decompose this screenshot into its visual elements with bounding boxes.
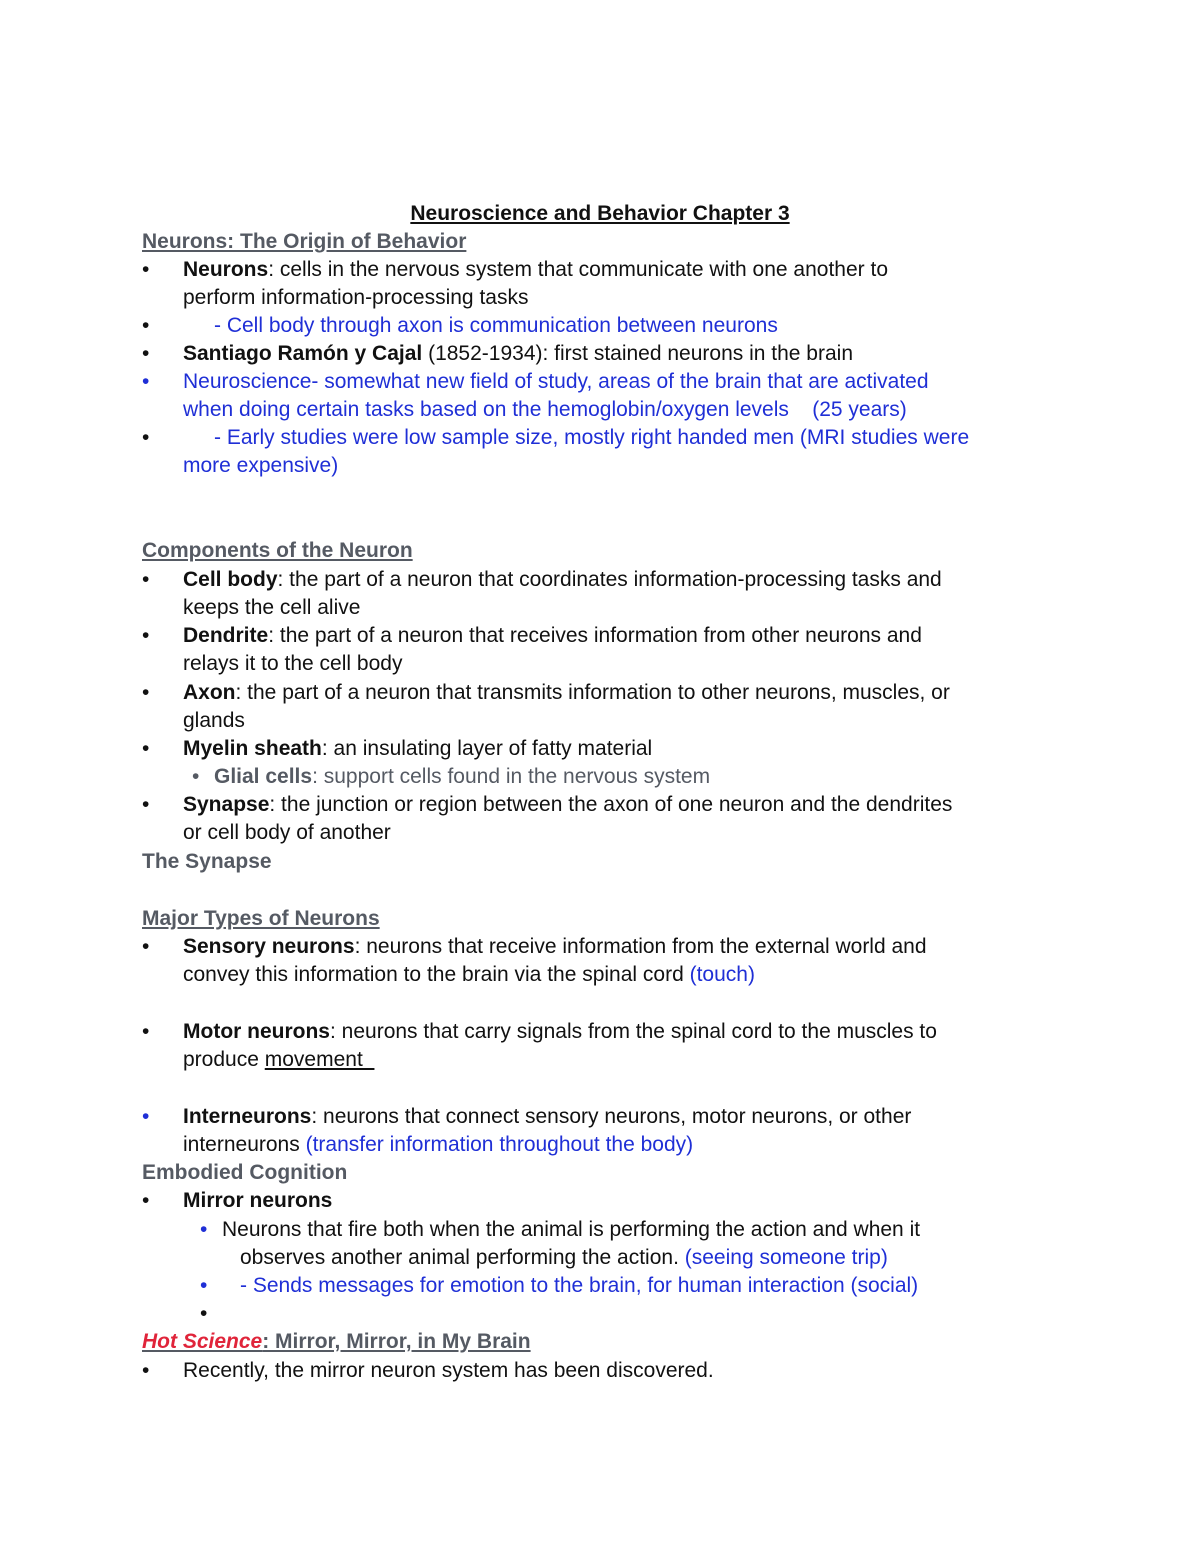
interneurons-definition-cont — [183, 1131, 693, 1159]
axon-definition — [183, 679, 950, 707]
mirror-definition: Neurons that fire both when the animal is performing the action and when it — [222, 1218, 921, 1241]
definition-text: : the junction or region between the axon of one neuron and the dendrites — [269, 793, 953, 816]
myelin-definition — [183, 735, 652, 763]
bullet-icon: • — [142, 258, 150, 281]
bullet-icon: • — [142, 426, 150, 449]
term-dendrite: Dendrite — [183, 624, 269, 647]
definition-text: : cells in the nervous system that communicate with one another to — [268, 258, 888, 281]
synapse-definition-cont: or cell body of another — [183, 821, 391, 844]
term-interneurons: Interneurons — [183, 1105, 312, 1128]
bullet-icon: • — [142, 1105, 150, 1128]
definition-text: interneurons — [183, 1133, 306, 1156]
bullet-icon: • — [200, 1302, 208, 1325]
bullet-icon: • — [142, 1359, 150, 1382]
axon-definition-cont: glands — [183, 709, 245, 732]
note-neuroscience: Neuroscience- somewhat new field of study, areas of the brain that are activated — [183, 370, 929, 393]
section-heading-embodied-cognition: Embodied Cognition — [142, 1161, 348, 1184]
definition-text: : neurons that connect sensory neurons, motor neurons, or other — [311, 1105, 912, 1128]
neurons-definition-cont: perform information-processing tasks — [183, 286, 529, 309]
sensory-definition-cont — [183, 961, 755, 989]
page-title: Neuroscience and Behavior Chapter 3 — [410, 202, 790, 225]
bullet-icon: • — [142, 370, 150, 393]
term-mirror-neurons: Mirror neurons — [183, 1189, 333, 1212]
heading-text: : Mirror, Mirror, in My Brain — [262, 1330, 531, 1353]
note-touch: (touch) — [689, 963, 755, 986]
definition-text: : an insulating layer of fatty material — [321, 737, 653, 760]
dendrite-definition — [183, 622, 922, 650]
term-myelin-sheath: Myelin sheath — [183, 737, 322, 760]
definition-text: observes another animal performing the action. — [240, 1246, 685, 1269]
bullet-icon: • — [192, 765, 200, 788]
bullet-icon: • — [142, 737, 150, 760]
definition-text: produce — [183, 1048, 265, 1071]
definition-text: (1852-1934): first stained neurons in the brain — [428, 342, 853, 365]
neurons-definition — [183, 256, 888, 284]
note-seeing-someone-trip: (seeing someone trip) — [684, 1246, 888, 1269]
interneurons-definition — [183, 1103, 911, 1131]
bullet-icon: • — [142, 935, 150, 958]
note-early-studies-cont: more expensive) — [183, 454, 339, 477]
section-heading-neurons: Neurons: The Origin of Behavior — [142, 230, 467, 253]
motor-definition — [183, 1018, 937, 1046]
note-sends-messages: - Sends messages for emotion to the brain, for human interaction (social) — [240, 1274, 919, 1297]
term-cajal: Santiago Ramón y Cajal — [183, 342, 423, 365]
sensory-definition — [183, 933, 927, 961]
definition-text: convey this information to the brain via the spinal cord — [183, 963, 690, 986]
bullet-icon: • — [142, 1020, 150, 1043]
term-motor-neurons: Motor neurons — [183, 1020, 330, 1043]
section-heading-types: Major Types of Neurons — [142, 907, 380, 930]
section-heading-hot-science — [142, 1328, 531, 1356]
note-early-studies: - Early studies were low sample size, mostly right handed men (MRI studies were — [214, 426, 970, 449]
motor-definition-cont — [183, 1046, 374, 1074]
subheading-synapse: The Synapse — [142, 850, 272, 873]
bullet-icon: • — [142, 1189, 150, 1212]
definition-text: : the part of a neuron that coordinates information-processing tasks and — [277, 568, 942, 591]
bullet-icon: • — [142, 793, 150, 816]
term-cell-body: Cell body — [183, 568, 278, 591]
definition-text: : support cells found in the nervous system — [312, 765, 711, 788]
term-sensory-neurons: Sensory neurons — [183, 935, 355, 958]
term-neurons: Neurons — [183, 258, 269, 281]
definition-text: : neurons that carry signals from the spinal cord to the muscles to — [330, 1020, 937, 1043]
note-cell-body: - Cell body through axon is communication between neurons — [214, 314, 778, 337]
bullet-icon: • — [142, 314, 150, 337]
section-heading-components: Components of the Neuron — [142, 539, 413, 562]
mirror-definition-cont — [240, 1244, 888, 1272]
hot-science-label: Hot Science — [142, 1330, 263, 1353]
underlined-movement: movement — [264, 1048, 375, 1071]
term-axon: Axon — [183, 681, 236, 704]
cell-body-definition — [183, 566, 942, 594]
bullet-icon: • — [142, 681, 150, 704]
cell-body-definition-cont: keeps the cell alive — [183, 596, 361, 619]
glial-definition — [214, 763, 710, 791]
term-synapse: Synapse — [183, 793, 270, 816]
bullet-icon: • — [142, 342, 150, 365]
note-transfer-information: (transfer information throughout the body) — [305, 1133, 694, 1156]
cajal-definition — [183, 340, 853, 368]
recently-discovered: Recently, the mirror neuron system has been discovered. — [183, 1359, 714, 1382]
bullet-icon: • — [142, 568, 150, 591]
bullet-icon: • — [142, 624, 150, 647]
bullet-icon: • — [200, 1274, 208, 1297]
definition-text: : the part of a neuron that receives information from other neurons and — [268, 624, 922, 647]
definition-text: : the part of a neuron that transmits information to other neurons, muscles, or — [235, 681, 950, 704]
note-neuroscience-cont: when doing certain tasks based on the hemoglobin/oxygen levels (25 years) — [183, 398, 907, 421]
bullet-icon: • — [200, 1218, 208, 1241]
dendrite-definition-cont: relays it to the cell body — [183, 652, 403, 675]
definition-text: : neurons that receive information from the external world and — [354, 935, 927, 958]
term-glial-cells: Glial cells — [214, 765, 313, 788]
synapse-definition — [183, 791, 952, 819]
